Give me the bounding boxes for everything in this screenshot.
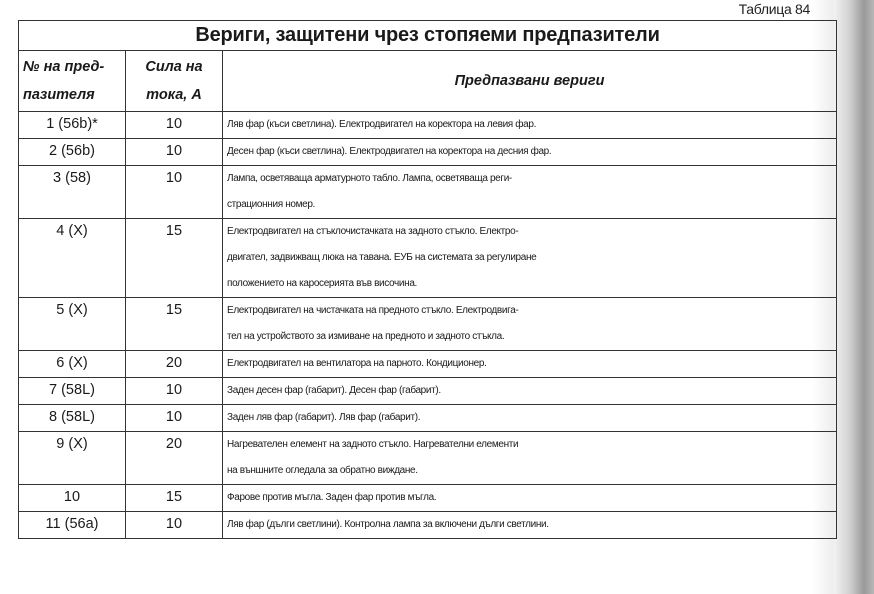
table-caption: Таблица 84 [738, 1, 810, 17]
table-title: Вериги, защитени чрез стопяеми предпазители [19, 21, 837, 51]
table-row [19, 139, 837, 166]
header-fuse-number [19, 51, 126, 112]
circuits-line: Електродвигател на чистачката на предното стъкло. Електродвига- [227, 305, 519, 316]
header-fuse-number-line2: пазителя [23, 87, 95, 103]
current-cell: 10 [126, 139, 223, 166]
fuse-number-cell: 10 [19, 485, 126, 512]
circuits-line: Нагревателен елемент на задното стъкло. Нагревателни елементи [227, 439, 519, 450]
current-cell: 10 [126, 378, 223, 405]
circuits-cell [223, 166, 837, 219]
table-row [19, 351, 837, 378]
table-row [19, 166, 837, 219]
table-row [19, 432, 837, 485]
current-cell: 10 [126, 405, 223, 432]
current-cell: 20 [126, 432, 223, 485]
circuits-line: Електродвигател на вентилатора на парното. Кондиционер. [227, 358, 487, 369]
circuits-cell [223, 432, 837, 485]
circuits-line: положението на каросерията във височина. [227, 278, 417, 289]
circuits-line: Заден ляв фар (габарит). Ляв фар (габарит). [227, 412, 421, 423]
fuse-number-cell: 6 (X) [19, 351, 126, 378]
circuits-line: Фарове против мъгла. Заден фар против мъгла. [227, 492, 437, 503]
table-row [19, 298, 837, 351]
table-row [19, 378, 837, 405]
table-row [19, 485, 837, 512]
current-cell: 10 [126, 512, 223, 539]
header-current-line2: тока, А [146, 87, 202, 103]
header-circuits: Предпазвани вериги [223, 51, 837, 112]
fuse-number-cell: 3 (58) [19, 166, 126, 219]
circuits-line: Десен фар (къси светлина). Електродвигател на коректора на десния фар. [227, 146, 552, 157]
circuits-cell [223, 139, 837, 166]
current-cell: 20 [126, 351, 223, 378]
fuse-number-cell: 4 (X) [19, 219, 126, 298]
circuits-cell [223, 351, 837, 378]
header-current-line1: Сила на [145, 59, 203, 75]
circuits-cell [223, 405, 837, 432]
fuse-number-cell: 7 (58L) [19, 378, 126, 405]
header-fuse-number-line1: № на пред- [23, 59, 105, 75]
fuse-number-cell: 1 (56b)* [19, 112, 126, 139]
circuits-line: двигател, задвижващ люка на тавана. ЕУБ на системата за регулиране [227, 252, 537, 263]
table-row [19, 112, 837, 139]
fuse-number-cell: 2 (56b) [19, 139, 126, 166]
circuits-line: Ляв фар (дълги светлини). Контролна лампа за включени дълги светлини. [227, 519, 549, 530]
circuits-line: на външните огледала за обратно виждане. [227, 465, 418, 476]
circuits-cell [223, 219, 837, 298]
fuse-number-cell: 8 (58L) [19, 405, 126, 432]
circuits-line: страционния номер. [227, 199, 315, 210]
circuits-cell [223, 485, 837, 512]
table-row [19, 405, 837, 432]
fuse-table [18, 20, 837, 539]
table-row [19, 512, 837, 539]
current-cell: 15 [126, 485, 223, 512]
circuits-line: Заден десен фар (габарит). Десен фар (габарит). [227, 385, 441, 396]
fuse-number-cell: 9 (X) [19, 432, 126, 485]
circuits-cell [223, 378, 837, 405]
header-current [126, 51, 223, 112]
fuse-number-cell: 5 (X) [19, 298, 126, 351]
circuits-line: Ляв фар (къси светлина). Електродвигател на коректора на левия фар. [227, 119, 537, 130]
circuits-cell [223, 512, 837, 539]
circuits-line: Електродвигател на стъклочистачката на задното стъкло. Електро- [227, 226, 519, 237]
current-cell: 15 [126, 298, 223, 351]
current-cell: 10 [126, 166, 223, 219]
circuits-cell [223, 112, 837, 139]
circuits-cell [223, 298, 837, 351]
current-cell: 10 [126, 112, 223, 139]
table-row [19, 219, 837, 298]
circuits-line: Лампа, осветяваща арматурното табло. Лампа, осветяваща реги- [227, 173, 512, 184]
current-cell: 15 [126, 219, 223, 298]
circuits-line: тел на устройството за измиване на предното и задното стъкла. [227, 331, 505, 342]
page-binding-shadow [834, 0, 874, 594]
fuse-number-cell: 11 (56a) [19, 512, 126, 539]
